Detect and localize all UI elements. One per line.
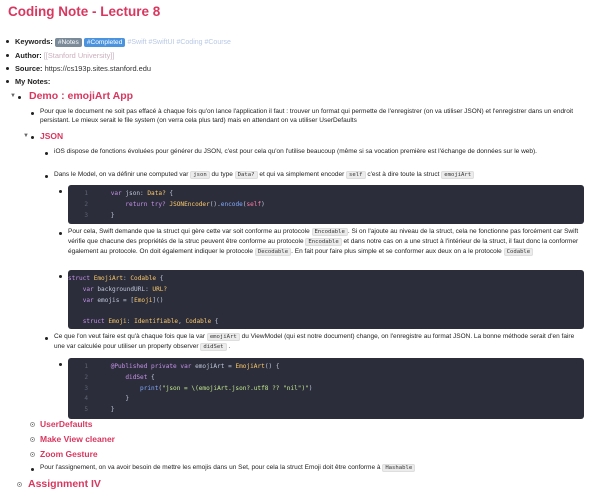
line-number: 1 [84,363,88,370]
notes-label: My Notes: [15,77,51,86]
code-token: struct [82,318,105,326]
json-p2 [54,170,584,180]
bullet-icon [59,190,62,193]
code-line [68,306,584,317]
code-token: Identifiable [134,318,179,326]
inline-code: json [190,171,209,179]
code-line [68,405,584,416]
bullet-icon [59,275,62,278]
text-span: Pour l'assignement, on va avoir besoin de mettre les emojis dans un Set, pour cela la struct Emoji doit être conforme à [40,464,381,471]
code-token: () { [264,363,280,370]
code-line [68,394,584,405]
collapse-caret-icon[interactable]: ▼ [23,133,29,139]
code-token: } [110,211,115,219]
text-span: . En fait pour faire plus simple et se conformer aux deux on a le protocole [291,248,502,256]
code-token: encode [220,200,243,208]
line-number: 5 [84,406,88,414]
inline-code: Data? [235,171,258,179]
bullet-icon [6,67,9,70]
collapsed-bullet-icon[interactable] [30,452,35,457]
code-token: var [82,296,94,304]
code-token: (). [209,200,221,208]
text-span: c'est à dire toute la struct [367,171,440,178]
code-token: return [125,200,148,208]
bullet-icon [59,232,62,235]
text-span: Dans le Model, on va définir une computed var [54,171,189,178]
section-make-view-cleaner[interactable]: Make View cleaner [40,434,115,444]
line-number: 2 [84,373,88,381]
inline-code: self [346,171,365,179]
code-token: private [151,363,177,370]
code-token: didSet [125,373,148,381]
code-token: ) [261,200,265,208]
code-token: var [82,285,94,293]
bullet-icon [59,363,62,366]
code-block-struct[interactable] [68,270,584,329]
code-token: backgroundURL: [93,285,153,293]
code-token: { [147,373,155,381]
code-token: Emoji [108,318,127,326]
hashtags[interactable]: #Swift #SwiftUI #Coding #Course [127,39,231,46]
code-token: Codable [185,318,212,326]
code-block-json-var[interactable] [68,185,584,224]
code-token: { [165,190,174,197]
keywords-label: Keywords: [15,37,53,46]
inline-code: Hashable [382,464,415,472]
code-line [68,211,584,222]
code-token: Codable [130,275,157,282]
code-token: } [125,395,130,403]
tag-completed[interactable]: #Completed [84,38,126,47]
json-heading: JSON [40,131,64,141]
code-token: EmojiArt [93,275,124,282]
code-token: print [140,384,159,392]
collapsed-bullet-icon[interactable] [30,422,35,427]
code-line [68,274,584,285]
code-token: try? [151,200,166,208]
author-link[interactable]: [[Stanford University]] [43,51,115,60]
code-token: { [211,318,219,326]
code-block-published[interactable] [68,358,584,419]
section-zoom-gesture[interactable]: Zoom Gesture [40,449,98,459]
json-p1: iOS dispose de fonctions évoluées pour générer du JSON, c'est pour cela qu'on l'utilise beaucoup (même si sa vocation première est l'échange de données sur le web). [54,148,537,155]
code-token: Emoji [134,296,153,304]
code-line [68,200,584,211]
bullet-icon [31,112,34,115]
line-number: 2 [84,200,88,208]
code-token: URL? [152,285,168,293]
text-span: et qui va simplement encoder [259,171,345,178]
collapse-caret-icon[interactable]: ▼ [10,93,16,99]
inline-code: Codable [504,248,534,256]
code-line [68,317,584,328]
code-line [68,384,584,395]
bullet-icon [6,54,9,57]
bullet-icon [31,468,34,471]
code-token: , [178,318,186,326]
text-span: . [226,343,231,351]
json-p4 [54,332,584,352]
text-span: du ViewModel (qui est notre document) change, on l'enregistre au format JSON. La bonne méthode serait d'en faire une var calculée pour utiliser un property observer [54,333,575,351]
code-token: var [110,190,122,197]
bullet-icon [6,80,9,83]
bullet-icon [45,337,48,340]
line-number: 4 [84,395,88,403]
inline-code: emojiArt [441,171,474,179]
line-number: 1 [84,190,88,197]
code-token: } [110,406,115,414]
code-token: { [156,275,164,282]
section-userdefaults[interactable]: UserDefaults [40,419,93,429]
text-span: . Si on l'ajoute au niveau de la struct, cela ne fonctionne pas forcément car Swift vérifie que chacune des propriétés de la struc peuvent être conforme au protocole [68,228,579,246]
bullet-icon [31,136,34,139]
inline-code: Encodable [312,228,348,236]
bullet-icon [18,96,21,99]
code-token: JSONEncoder [169,200,210,208]
text-span: et dans notre cas on a une struct à l'intérieur de la struct, il faut donc la conformer également au protocole. On doit également indiquer le protocole [68,238,579,256]
text-span: Ce que l'on veut faire est qu'à chaque fois que la var [54,333,205,340]
assignment-heading[interactable]: Assignment IV [28,478,101,490]
code-token: @Published [110,363,148,370]
bullet-icon [6,40,9,43]
demo-heading: Demo : emojiArt App [29,90,134,102]
code-token: EmojiArt [235,363,265,370]
author-label: Author: [15,51,42,60]
collapsed-bullet-icon[interactable] [30,437,35,442]
code-token: json: [121,190,148,197]
code-token: ) [308,384,313,392]
code-token: var [180,363,192,370]
code-token: ( [158,384,163,392]
hashable-text [40,463,585,473]
source-label: Source: [15,64,43,73]
inline-code: Decodable [255,248,291,256]
code-line [68,296,584,307]
inline-code: Encodable [305,238,341,246]
code-token: ( [242,200,247,208]
code-line [68,189,584,200]
code-token: struct [68,275,91,282]
code-token: self [246,200,262,208]
line-number: 3 [84,384,88,392]
code-token: emojiArt = [191,363,236,370]
code-token: : [126,318,135,326]
code-line [68,362,584,373]
inline-code: emojiArt [207,333,240,341]
source-link[interactable]: https://cs193p.sites.stanford.edu [44,64,152,73]
tag-notes[interactable]: #Notes [55,38,82,47]
line-number: 3 [84,211,88,219]
bullet-icon [45,175,48,178]
inline-code: didSet [200,343,226,351]
code-token: emojis = [ [93,296,135,304]
collapsed-bullet-icon[interactable] [17,482,22,487]
code-line [68,285,584,296]
bullet-icon [45,152,48,155]
text-span: Pour cela, Swift demande que la struct qui gère cette var soit conforme au protocole [68,228,310,235]
code-token: : [123,275,131,282]
code-line [68,373,584,384]
intro-text: Pour que le document ne soit pas effacé à chaque fois qu'on lance l'application il faut : trouver un format qui permette de l'enregistrer (on va utiliser JSON) et l'enregistrer dans un endroit persistant. Le mieux serait le file system (on verra cela plus tard) mais en attendant on va utiliser UserDefaults [40,108,574,125]
text-span: du type [211,171,233,178]
page-title: Coding Note - Lecture 8 [8,4,161,19]
code-token: Data? [147,190,166,197]
json-p3 [68,227,584,258]
code-token: "json = \(emojiArt.json?.utf8 ?? "nil")" [162,384,309,392]
code-token: ]() [152,296,164,304]
